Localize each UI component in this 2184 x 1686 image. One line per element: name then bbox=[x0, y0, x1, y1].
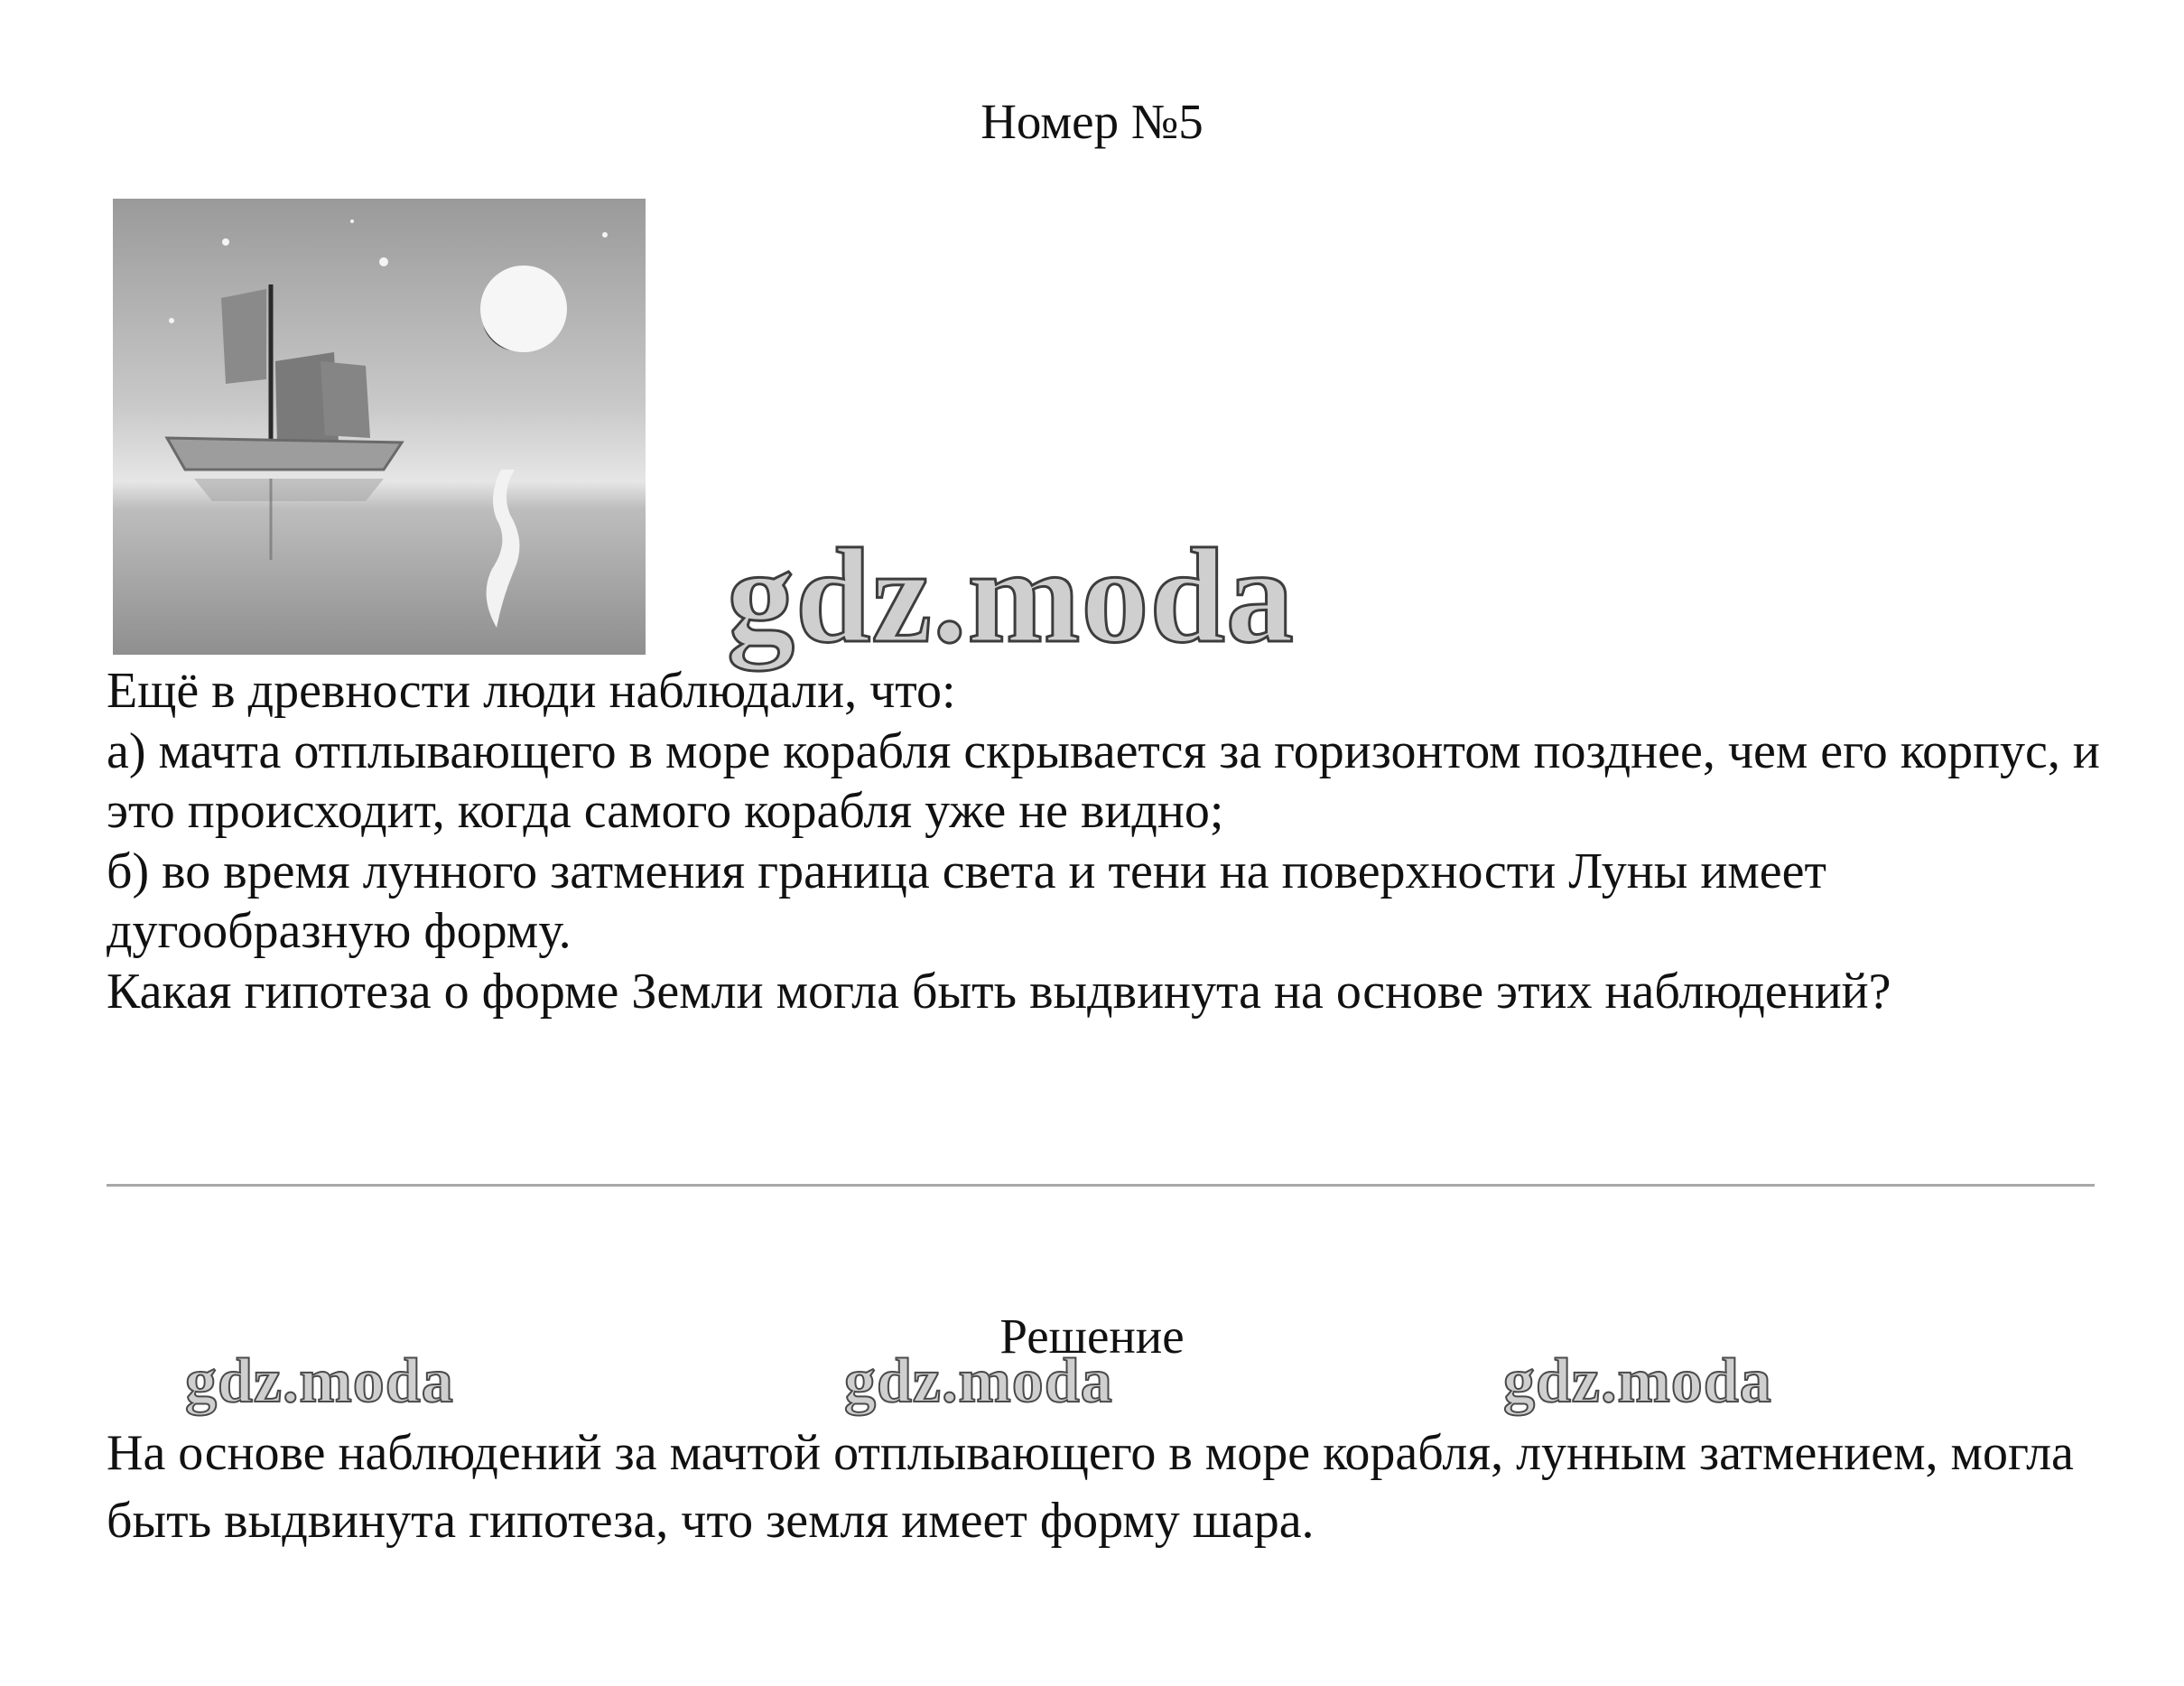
solution-text: На основе наблюдений за мачтой отплывающего в море корабля, лунным затмением, могла быть выдвинута гипотеза, что земля имеет форму шара. bbox=[107, 1425, 2074, 1549]
watermark-small-left: gdz.moda bbox=[185, 1346, 454, 1416]
task-line-question: Какая гипотеза о форме Земли могла быть выдвинута на основе этих наблюдений? bbox=[107, 963, 1891, 1020]
task-text bbox=[107, 661, 2129, 1021]
ship-at-sea-image bbox=[113, 199, 646, 655]
task-line-intro: Ещё в древности люди наблюдали, что: bbox=[107, 663, 956, 719]
watermark-main: gdz.moda bbox=[727, 521, 1295, 671]
watermark-small-right: gdz.moda bbox=[1503, 1346, 1772, 1416]
page-title: Номер №5 bbox=[980, 94, 1204, 149]
solution-title: Решение bbox=[999, 1309, 1185, 1364]
watermark-small-center: gdz.moda bbox=[844, 1346, 1113, 1416]
divider bbox=[107, 1184, 2095, 1187]
task-line-a: а) мачта отплывающего в море корабля скрывается за горизонтом позднее, чем его корпус, и это происходит, когда самого корабля уже не видно; bbox=[107, 722, 2100, 839]
task-line-b: б) во время лунного затмения граница света и тени на поверхности Луны имеет дугообразную форму. bbox=[107, 843, 1826, 959]
